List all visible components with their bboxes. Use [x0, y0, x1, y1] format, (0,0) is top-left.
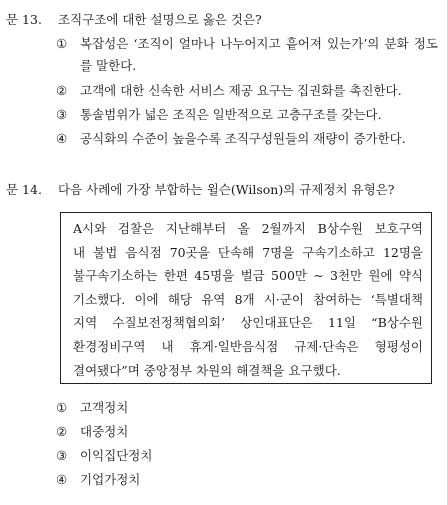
choice-2-marker: ② [56, 83, 68, 98]
case-passage-box [60, 212, 432, 384]
case-line: 결여됐다”며 중앙정부 차원의 해결책을 요구했다. [73, 362, 341, 378]
question-14-option-3[interactable] [56, 446, 152, 466]
question-13-choice-3[interactable] [56, 104, 438, 126]
choice-1-marker: ① [56, 36, 68, 51]
choice-1-text: 복잡성은 ‘조직이 얼마나 나누어지고 흩어져 있는가’의 분화 정도를 말한다. [80, 36, 438, 73]
question-13-title-row [6, 10, 262, 28]
question-13-number: 문 13. [6, 12, 42, 27]
choice-4-text: 공식화의 수준이 높을수록 조직구성원들의 재량이 증가한다. [80, 131, 406, 146]
question-14-number: 문 14. [6, 182, 42, 197]
question-13-choice-1[interactable] [56, 33, 438, 77]
option-3-marker: ③ [56, 448, 68, 463]
case-line: 불구속기소하는 한편 45명을 벌금 500만 ~ 3천만 원에 약식 [73, 268, 423, 284]
option-4-marker: ④ [56, 472, 68, 487]
question-14-title: 다음 사례에 가장 부합하는 윌슨(Wilson)의 규제정치 유형은? [58, 182, 395, 197]
case-line: 기소했다. 이에 해당 유역 8개 시·군이 참여하는 ‘특별대책 [73, 291, 423, 307]
choice-3-marker: ③ [56, 107, 68, 122]
case-line: 지역 수질보전정책협의회’ 상인대표단은 11일 “B상수원 [73, 315, 423, 331]
case-line: 내 불법 음식점 70곳을 단속해 7명을 구속기소하고 12명을 [73, 244, 423, 260]
option-1-marker: ① [56, 400, 68, 415]
case-line: 환경정비구역 내 휴게·일반음식점 규제·단속은 형평성이 [73, 338, 423, 354]
option-1-text: 고객정치 [80, 400, 129, 415]
question-14-option-4[interactable] [56, 470, 140, 490]
option-2-text: 대중정치 [80, 424, 129, 439]
choice-4-marker: ④ [56, 131, 68, 146]
question-13-choice-4[interactable] [56, 128, 438, 150]
choice-2-text: 고객에 대한 신속한 서비스 제공 요구는 집권화를 촉진한다. [80, 83, 402, 98]
option-3-text: 이익집단정치 [80, 448, 153, 463]
question-13-choice-2[interactable] [56, 80, 438, 102]
option-2-marker: ② [56, 424, 68, 439]
question-14-option-2[interactable] [56, 422, 128, 442]
choice-3-text: 통솔범위가 넓은 조직은 일반적으로 고층구조를 갖는다. [80, 107, 382, 122]
question-13-title: 조직구조에 대한 설명으로 옳은 것은? [58, 12, 262, 27]
case-line: A시와 검찰은 지난해부터 올 2월까지 B상수원 보호구역 [73, 221, 423, 236]
question-14-option-1[interactable] [56, 398, 128, 418]
question-14-title-row [6, 180, 395, 198]
option-4-text: 기업가정치 [80, 472, 141, 487]
